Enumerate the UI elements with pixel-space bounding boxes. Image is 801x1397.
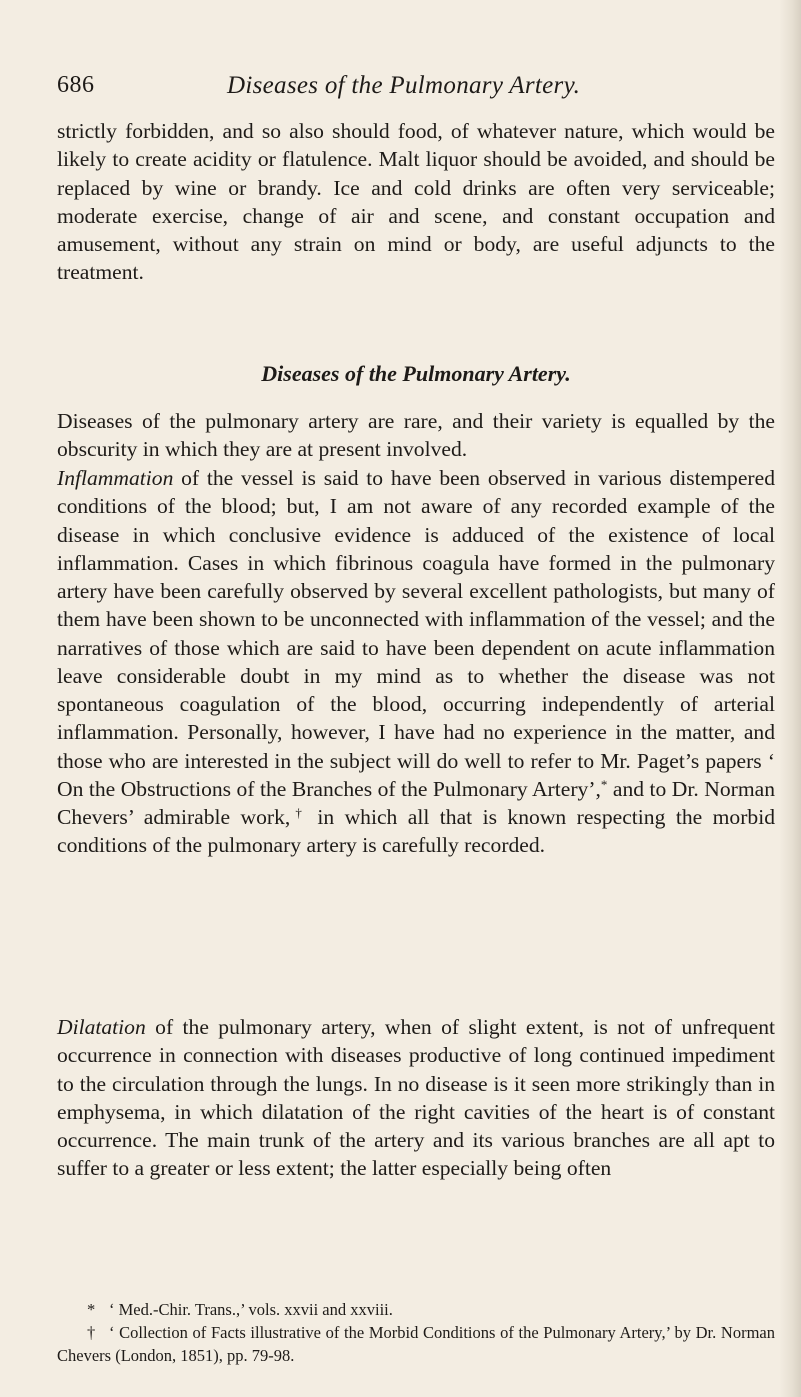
footnote — [57, 1298, 775, 1321]
paragraph-continuation: strictly forbidden, and so also should food, of whatever nature, which would be likely to create acidity or flatulence. Malt liquor should be avoided, and should be replaced by wine or brandy. Ice and cold drinks are often very serviceable; moderate exercise, change of air and scene, and constant occupation and amusement, without any strain on mind or body, are useful adjuncts to the treatment. — [57, 119, 775, 285]
run-in-heading-inflammation: Inflammation — [57, 466, 174, 490]
paragraph-text: and to Dr. Norman Chevers’ admirable work, — [57, 776, 776, 829]
footnote-mark: * — [87, 1300, 96, 1319]
paragraph-text: of the pulmonary artery, when of slight extent, is not of unfrequent occurrence in connection with diseases productive of long continued impediment to the circulation through the lungs. In no disease is it seen more strikingly than in emphysema, in which dilatation of the right cavities of the heart is of constant occurrence. The main trunk of the artery and its various branches are all apt to suffer to a greater or less extent; the latter especially being often — [57, 1015, 775, 1181]
section-heading: Diseases of the Pulmonary Artery. — [261, 361, 571, 386]
page-edge-shadow — [779, 0, 801, 1397]
running-title: Diseases of the Pulmonary Artery. — [227, 72, 581, 99]
paragraph-text: in which all that is known respecting the morbid conditions of the pulmonary artery is carefully recorded. — [57, 805, 776, 858]
footnote-marker: † — [290, 805, 307, 820]
page-number: 686 — [57, 72, 95, 98]
footnote-marker: * — [600, 776, 608, 792]
footnotes — [57, 1298, 775, 1367]
footnote-text: ‘ Med.-Chir. Trans.,’ vols. xxvii and xxviii. — [109, 1300, 393, 1319]
footnote — [57, 1321, 775, 1367]
footnote-mark: † — [87, 1323, 96, 1342]
paragraph-text: of the vessel is said to have been observed in various distempered conditions of the blood; but, I am not aware of any recorded example of the disease in which conclusive evidence is adduced of the existence of local inflammation. Cases in which fibrinous coagula have formed in the pulmonary artery have been carefully observed by several excellent pathologists, but many of them have been shown to be unconnected with inflammation of the vessel; and the narratives of those which are said to have been dependent on acute inflammation leave considerable doubt in my mind as to whether the disease was not spontaneous coagulation of the blood, occurring independently of arterial inflammation. Personally, however, I have had no experience in the matter, and those who are interested in the subject will do well to refer to Mr. Paget’s papers ‘ On the Obstructions of the Branches of the Pulmonary Artery’, — [57, 466, 775, 801]
paragraph-dilatation — [57, 1013, 775, 1183]
paragraph-intro: Diseases of the pulmonary artery are rare, and their variety is equalled by the obscurity in which they are at present involved. — [57, 409, 775, 462]
paragraph-inflammation — [57, 464, 775, 860]
footnote-text: ‘ Collection of Facts illustrative of the Morbid Conditions of the Pulmonary Artery,’ by Dr. Norman Chevers (London, 1851), pp. 79-98. — [57, 1323, 775, 1365]
run-in-heading-dilatation: Dilatation — [57, 1015, 146, 1039]
page-header — [57, 72, 777, 112]
